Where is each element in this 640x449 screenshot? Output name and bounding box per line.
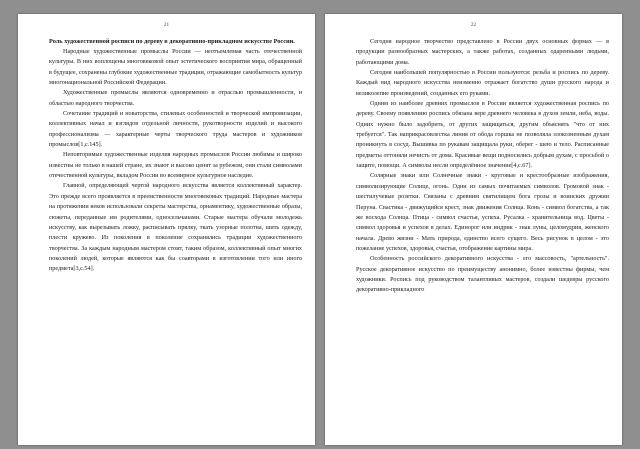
paragraph: Неповторимые художественные изделия народных промыслов России любимы и широко известны не только в нашей стране, их знают и высоко ценят за рубежом, они стали символами отечественной культуры, вкладом России во всемирное культурное наследие. xyxy=(49,151,302,180)
paragraph: Народные художественные промыслы России — неотъемлемая часть отечественной культуры. В них воплощены многовековой опыт эстетического восприятия мира, обращенный в будущее, сохранены глубокие художественные традиции, отражающие самобытность культур многонациональной Российской Федерации. xyxy=(49,48,302,87)
paragraph: Солярные знаки или Солнечные знаки - круговые и крестообразные изображения, символизирующие Солнце, огонь. Одни из самых почитаемых символов. Громовой знак - шестилучевые розетки. Связаны с древним святилищем бога грозы и воинских дружин Перуна. Свастика - движущийся крест, знак движения Солнца. Конь - символ богатства, а так же восхода Солнца. Птица - символ счастья, успеха. Русалка - хранительница вод. Цветы - символ здоровья и успехов в делах. Единорог или индрик - знак луны, целомудрия, женского начала. Древо жизни - Мать природа, единство всего сущего. Весь рисунок в целом - это пожелание успехов, здоровья, счастья, отображение картины мира. xyxy=(356,172,609,252)
paragraph: Сегодня наибольшей популярностью в России пользуются: резьба и роспись по дереву. Каждый вид народного искусства неизменно отражает богатство души русского народа и великолепие произведений, созданных его руками. xyxy=(356,69,609,97)
paragraph: Художественные промыслы являются одновременно и отраслью промышленности, и областью народного творчества. xyxy=(49,89,302,107)
document-page-left xyxy=(18,14,315,445)
page-body xyxy=(356,37,609,296)
paragraph: Сочетание традиций и новаторства, стилевых особенностей и творческой импровизации, коллективных начал и взглядов отдельной личности, рукотворности изделий и высокого профессионализма — характерные черты творческого труда мастеров и художников промыслов[1,с.145]. xyxy=(49,110,302,149)
paragraph: Главной, определяющей чертой народного искусства является коллективный характер. Это прежде всего проявляется в преемственности многовековых традиций. Народные мастера на протяжении веков использовали секреты мастерства, орнаментику, художественные образы, сюжеты, переданные им родителями, односельчанами. Старые мастера обучали молодежь искусству, как вырезывать ложку, расписывать прялку, ткать узорные полотна, шить одежду, плести кружево. Из поколения в поколение сохранялись традиции художественного творчества. За каждым народным мастером стоит, таким образом, коллективный опыт многих поколений людей, которые являются как бы соавторами в изготовлении того или иного предмета[3,с.54]. xyxy=(49,182,302,273)
page-number: 22 xyxy=(470,22,477,28)
document-page-right xyxy=(325,14,622,445)
paragraph: Одним из наиболее древних промыслов в России является художественная роспись по дереву. Своему появлению роспись обязана вере древнего человека в духов земли, неба, воды. Одних нужно было задобрить, от других защищаться, другим объяснять "что от них требуется". Так наприкрасовлестка линия от обода горшка не позволяла злокозненным духам проникнуть в сосуд. Вышивка по рукавам защищала руки, оберег - шею и тело. Расписанные предметы оттоняли нечисть от дома. Красивые вещи подносились добрым духам, с просьбой о защите, помощи. А символы несли определённое значение[4,с.67]. xyxy=(356,100,609,170)
paragraph: Сегодня народное творчество представлено в России двух основных формах — в продукции разнообразных мастерских, а также работах, созданных одаренными людьми, работающими дома. xyxy=(356,38,609,66)
section-heading: Роль художественной росписи по дереву в декоративно-прикладном искусстве России. xyxy=(49,38,295,45)
page-number: 21 xyxy=(163,22,170,28)
paragraph: Особенность российского декоративного искусства - его массовость, "артельность". Русское декоративное искусство по преимуществу анонимно, более известны фирмы, чем художники. Роспись под руководством талантливых мастеров, создали шедевры русского декоративно-прикладного xyxy=(356,255,609,294)
page-body xyxy=(49,37,302,275)
